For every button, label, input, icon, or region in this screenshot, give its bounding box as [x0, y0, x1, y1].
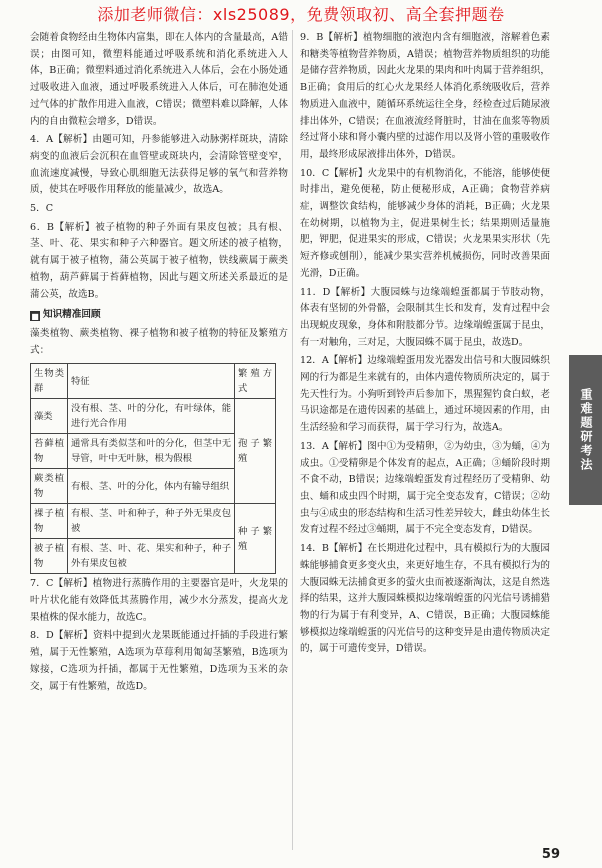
answer-9: 9．B【解析】植物细胞的液泡内含有细胞液，溶解着色素和糖类等植物营养物质，A错误；植物营养物质组织的功能是储存营养物质，因此火龙果的果肉和叶肉属于营养组织，B正确；食用后的红心火龙果经人体消化系统吸收后，营养物质进入血液中，随循环系统运往全身，经检查过后随尿液排出体外，C错误；在血液流经肾脏时，甘油在血浆等物质经过肾小球和肾小囊内壁的过滤作用以及肾小管的重吸收作用，最终形成尿液排出体外，D错误。	[300, 32, 550, 160]
answer-6: 6．B【解析】被子植物的种子外面有果皮包被；具有根、茎、叶、花、果实和种子六种器官。题文所述的被子植物，就有属于被子植物，蒲公英属于被子植物，铁线蕨属于蕨类植物，葫芦藓属于苔藓植物，因此与题文所述关系最近的是蒲公英，故选B。	[30, 221, 288, 300]
table-cell-group: 蕨类植物	[31, 469, 68, 504]
answer-11: 11．D【解析】大腹园蛛与边缘端蝗蛋都属于节肢动物，体表有坚韧的外骨骼，会限制其生长和发育，发育过程中会出现蜕皮现象，身体和附肢都分节。边缘端蝗蛋属于昆虫，有一对触角，三对足，大腹园蛛不属于昆虫，故选D。	[300, 286, 550, 348]
table-cell-group: 藻类	[31, 399, 68, 434]
table-header-feature: 特征	[68, 364, 235, 399]
table-cell-feature: 有根、茎、叶、花、果实和种子，种子外有果皮包被	[68, 539, 235, 574]
table-cell-feature: 通常具有类似茎和叶的分化，但茎中无导管，叶中无叶脉，根为假根	[68, 434, 235, 469]
side-section-tab: 重难题研考法	[569, 355, 602, 505]
table-header-group: 生物类群	[31, 364, 68, 399]
answer-5: 5．C	[30, 203, 54, 215]
answer-8: 8．D【解析】资料中提到火龙果既能通过扦插的手段进行繁殖，属于无性繁殖，A选项为草莓利用匍匐茎繁殖，B选项为嫁接，C选项为扦插，都属于无性繁殖，D选项为玉米的杂交，属于有性繁殖，故选D。	[30, 630, 288, 692]
answer-7: 7．C【解析】植物进行蒸腾作用的主要器官是叶，火龙果的叶片状化能有效降低其蒸腾作用，减少水分蒸发，提高火龙果植株的保水能力，故选C。	[30, 578, 288, 623]
answer-13: 13．A【解析】图中①为受精卵，②为幼虫，③为蛹，④为成虫。①受精卵是个体发育的起点，A正确；③蛹阶段时期不食不动，B错误；边缘端蝗蛋发育过程经历了受精卵、幼虫、蛹和成虫四个时期，属于完全变态发育，C错误；②幼虫与④成虫的形态结构和生活习性差异较大，雌虫幼体生长发育过程不经过③蛹期，属于不完全变态发育，D错误。	[300, 440, 550, 536]
table-row	[31, 399, 276, 434]
review-icon: ■	[31, 310, 39, 321]
right-column	[300, 30, 550, 658]
plant-groups-table	[30, 363, 276, 574]
answer-12: 12．A【解析】边缘端蝗蛋用发光器发出信号和大腹园蛛织网的行为都是生来就有的，由体内遗传物质所决定的，属于先天性行为。小狗听到铃声后参加下，黑猩猩钓食白蚁，老马识途都是在遗传因素的基础上，通过环境因素的作用，由生活经验和学习而获得，属于学习行为，故选A。	[300, 355, 550, 434]
table-cell-group: 苔藓植物	[31, 434, 68, 469]
answer-10: 10．C【解析】火龙果中的有机物消化，不能溶，能够使便时排出，避免便秘，防止便秘形成，A正确；食物营养病症，调整饮食结构，能够减少身体的消耗，B正确；火龙果在幼树期，以植物为主，促进果树生长；结果期则适量施肥，钾肥，促进果实的形成，C错误；火龙果果实形状（先短齐修或刨削），能减少果实营养机械损伤，同时改善果面光滑，D正确。	[300, 167, 550, 279]
table-cell-feature: 没有根、茎、叶的分化，有叶绿体，能进行光合作用	[68, 399, 235, 434]
answer-continuation: 会随着食物经由生物体内富集，即在人体内的含量最高，A错误；由图可知，微塑料能通过呼吸系统和消化系统进入人体，B正确；微塑料通过消化系统进入人体后，会在小肠处通过吸收进入血液，通过呼吸系统进入人体后，可在肺泡处通过气体的扩散作用进入血液，C错误；微塑料难以降解，人体内的自由微粒会增多，D错误。	[30, 32, 288, 127]
left-column	[30, 30, 288, 695]
table-cell-group: 裸子植物	[31, 504, 68, 539]
answer-14: 14．B【解析】在长期进化过程中，具有模拟行为的大腹园蛛能够捕食更多变火虫，来更好地生存，不具有模拟行为的大腹园蛛无法捕食更多的萤火虫而被逐渐淘汰，这是自然选择的结果，这并大腹园蛛模拟边缘端蝗蛋的闪光信号诱捕猎物的行为属于有利变异，A、C错误，B正确；大腹园蛛能够模拟边缘端蝗蛋的闪光信号的这种变异是由遗传物质决定的，属于可遗传变异，D错误。	[300, 543, 550, 655]
table-cell-feature: 有根、茎、叶和种子，种子外无果皮包被	[68, 504, 235, 539]
column-divider	[292, 30, 293, 850]
table-cell-feature: 有根、茎、叶的分化，体内有输导组织	[68, 469, 235, 504]
table-header-row	[31, 364, 276, 399]
table-cell-reproduction: 孢子繁殖	[235, 399, 276, 504]
page-number: 59	[541, 847, 560, 862]
table-cell-reproduction: 种子繁殖	[235, 504, 276, 574]
table-cell-group: 被子植物	[31, 539, 68, 574]
knowledge-review-heading	[30, 307, 288, 324]
knowledge-review-intro: 藻类植物、蕨类植物、裸子植物和被子植物的特征及繁殖方式：	[30, 327, 288, 356]
table-header-reproduction: 繁殖方式	[235, 364, 276, 399]
answer-4: 4．A【解析】由题可知，丹参能够进入动脉粥样斑块，清除病变的血液后会沉积在血管壁或斑块内，会清除管壁变窄，血流速度减慢，导致心肌细胞无法获得足够的氧气和营养物质，使其在呼吸作用释放的能量减少，故选A。	[30, 134, 288, 196]
knowledge-review-title: 知识精准回顾	[43, 309, 101, 321]
table-row	[31, 504, 276, 539]
promo-banner: 添加老师微信：xls25089，免费领取初、高全套押题卷	[97, 5, 505, 24]
